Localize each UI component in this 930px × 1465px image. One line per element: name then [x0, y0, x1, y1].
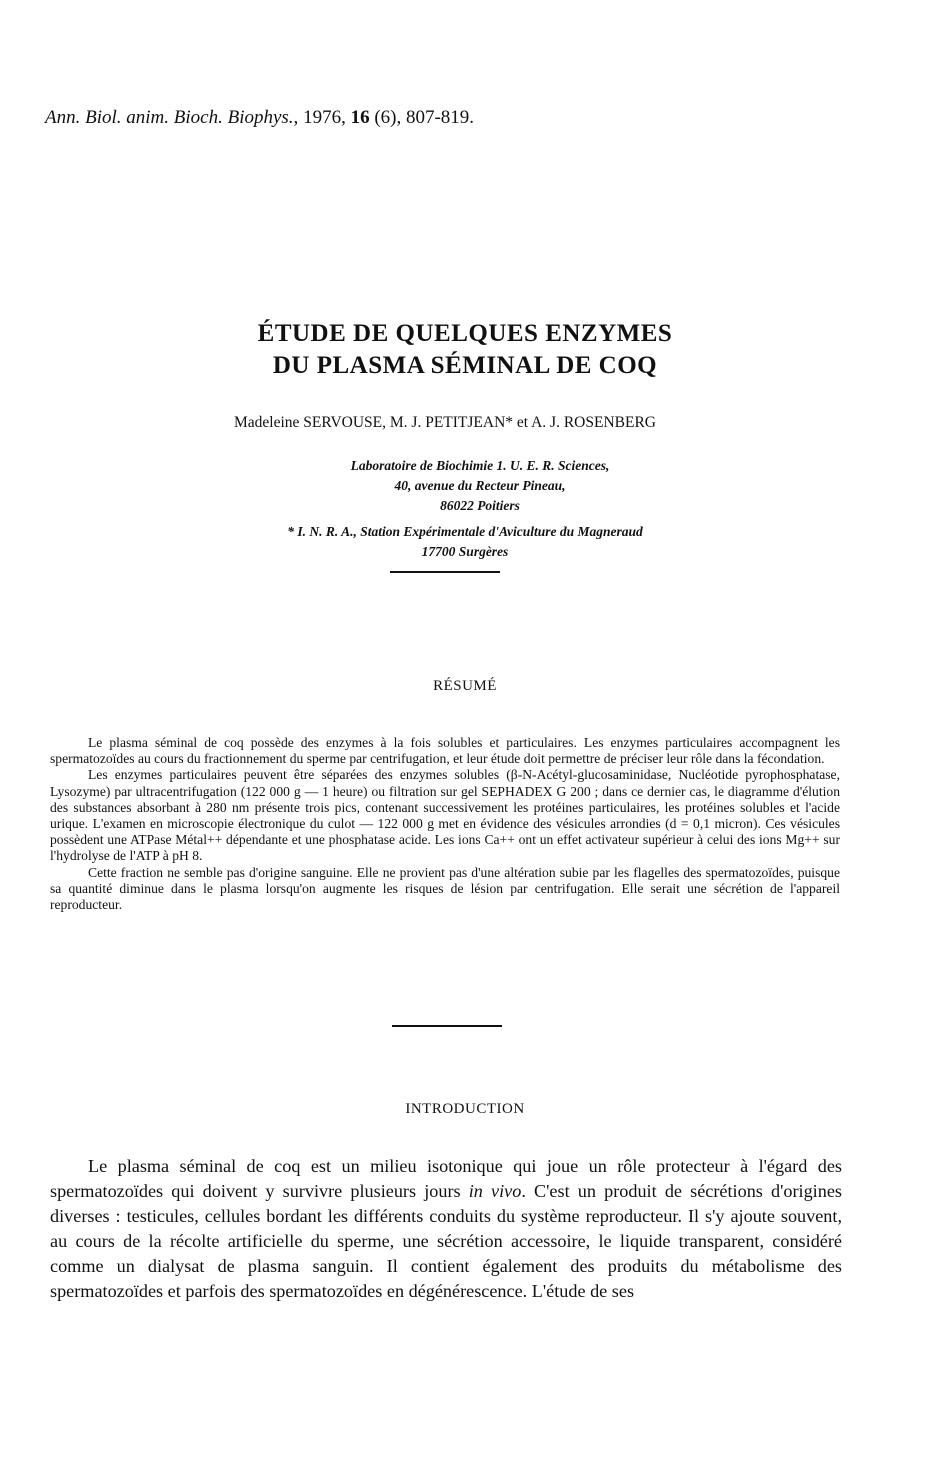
affiliation-lab — [0, 456, 930, 516]
affiliation-lab-line-3: 86022 Poitiers — [440, 498, 520, 513]
journal-name: Ann. Biol. anim. Bioch. Biophys., — [45, 107, 299, 128]
introduction-heading: INTRODUCTION — [405, 1101, 525, 1117]
resume-paragraph-1: Le plasma séminal de coq possède des enzymes à la fois solubles et particulaires. Les enzymes particulaires accompagnent les spermatozoïdes au cours du fractionnement du sperme par centrifugation, et leur étude doit permettre de préciser leur rôle dans la fécondation. — [50, 735, 840, 767]
separator-rule-1 — [390, 571, 500, 573]
resume-body — [50, 735, 840, 913]
affiliation-lab-line-2: 40, avenue du Recteur Pineau, — [394, 478, 566, 493]
journal-citation — [45, 107, 474, 129]
affiliation-inra-line-1: * I. N. R. A., Station Expérimentale d'Aviculture du Magneraud — [287, 524, 643, 539]
resume-heading: RÉSUMÉ — [433, 678, 497, 694]
intro-text-1: Le plasma séminal de coq est un milieu isotonique qui joue un rôle protecteur à l'égard des spermatozoïdes qui doivent y survivre plusieurs jours — [50, 1156, 842, 1201]
article-title — [0, 318, 930, 382]
resume-paragraph-3: Cette fraction ne semble pas d'origine sanguine. Elle ne provient pas d'une altération subie par les flagelles des spermatozoïdes, puisque sa quantité diminue dans le plasma lorsqu'on augmente les risques de lésion par centrifugation. Elle serait une sécrétion de l'appareil reproducteur. — [50, 864, 840, 913]
authors: Madeleine SERVOUSE, M. J. PETITJEAN* et A. J. ROSENBERG — [234, 414, 656, 431]
introduction-paragraph — [50, 1154, 842, 1304]
journal-volume: 16 — [350, 107, 370, 128]
journal-pages: (6), 807-819. — [374, 107, 475, 128]
journal-year: 1976, — [303, 107, 346, 128]
intro-italic: in vivo — [468, 1181, 522, 1201]
title-line-2: DU PLASMA SÉMINAL DE COQ — [272, 352, 658, 379]
separator-rule-2 — [392, 1025, 502, 1027]
affiliation-inra-line-2: 17700 Surgères — [421, 544, 509, 559]
affiliation-lab-line-1: Laboratoire de Biochimie 1. U. E. R. Sciences, — [350, 458, 610, 473]
intro-text-2: . C'est un produit de sécrétions d'origines diverses : testicules, cellules bordant les différents conduits du système reproducteur. Il s'y ajoute souvent, au cours de la récolte artificielle du sperme, une sécrétion accessoire, le liquide transparent, considéré comme un dialysat de plasma sanguin. Il contient également des produits du métabolisme des spermatozoïdes et parfois des spermatozoïdes en dégénérescence. L'étude de ses — [50, 1181, 842, 1301]
resume-paragraph-2: Les enzymes particulaires peuvent être séparées des enzymes solubles (β-N-Acétyl-glucosaminidase, Nucléotide pyrophosphatase, Lysozyme) par ultracentrifugation (122 000 g — 1 heure) ou filtration sur gel SEPHADEX G 200 ; dans ce dernier cas, le diagramme d'élution des substances absorbant à 280 nm présente trois pics, contenant successivement les protéines particulaires, les protéines solubles et l'acide urique. L'examen en microscopie électronique du culot — 122 000 g met en évidence des vésicules arrondies (d = 0,1 micron). Ces vésicules possèdent une ATPase Métal++ dépendante et une phosphatase acide. Les ions Ca++ ont un effet activateur supérieur à celui des ions Mg++ sur l'hydrolyse de l'ATP à pH 8. — [50, 767, 840, 864]
title-line-1: ÉTUDE DE QUELQUES ENZYMES — [257, 320, 673, 347]
affiliation-inra — [0, 522, 930, 562]
